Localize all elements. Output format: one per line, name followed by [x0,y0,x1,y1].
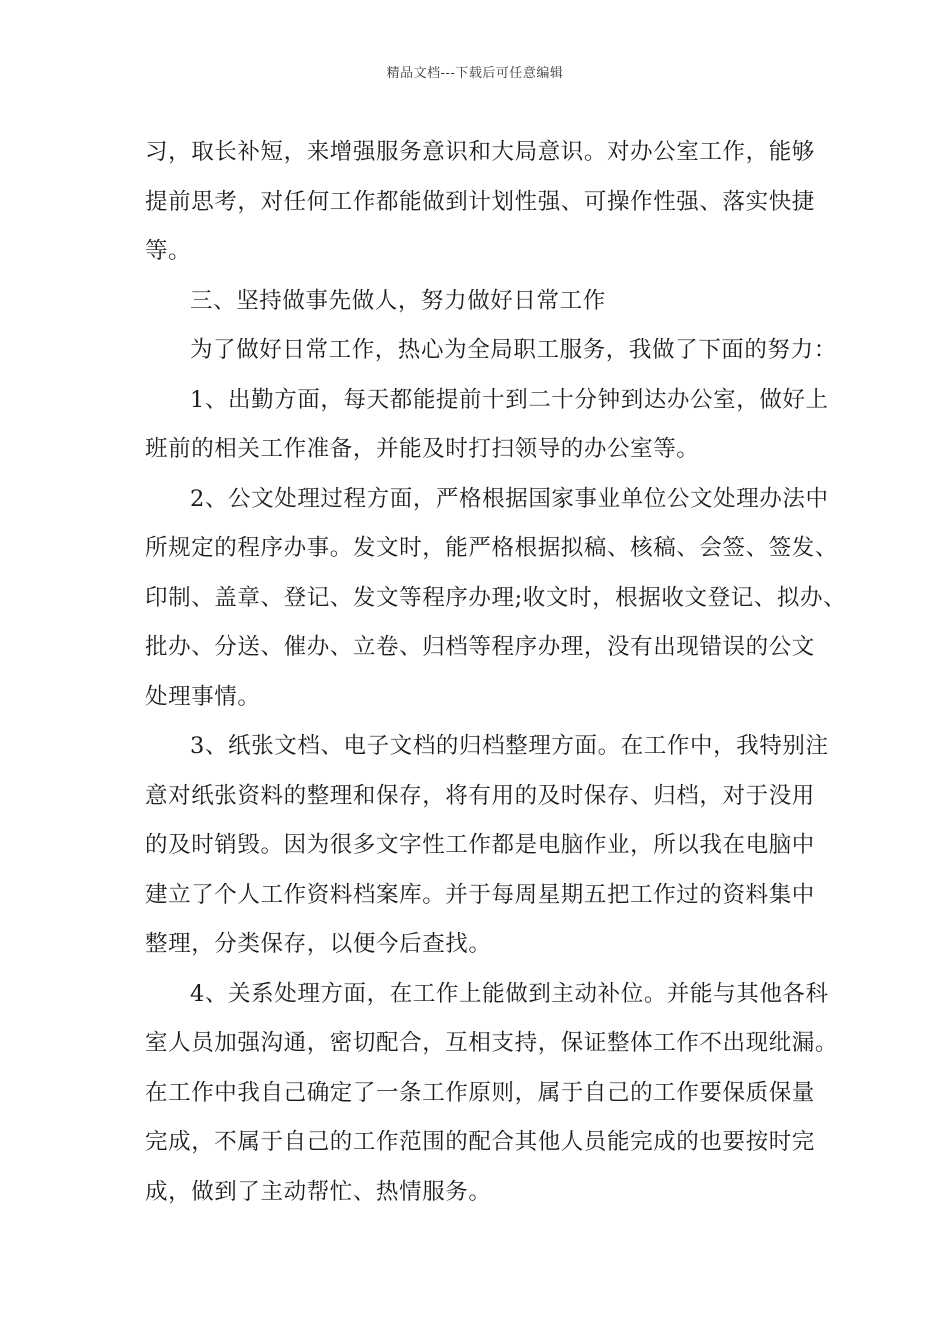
document-body [145,128,847,1217]
page-header: 精品文档---下载后可任意编辑 [386,66,564,81]
text-line: 批办、分送、催办、立卷、归档等程序办理，没有出现错误的公文 [145,634,815,660]
text-line: 处理事情。 [145,683,261,710]
text-line: 等。 [145,238,192,264]
list-item-start: 3、纸张文档、电子文档的归档整理方面。在工作中，我特别注 [190,733,829,759]
text-line: 习，取长补短，来增强服务意识和大局意识。对办公室工作，能够 [145,139,815,165]
text-line: 建立了个人工作资料档案库。并于每周星期五把工作过的资料集中 [145,881,815,908]
text-line: 整理，分类保存，以便今后查找。 [145,931,492,957]
text-line: 为了做好日常工作，热心为全局职工服务，我做了下面的努力： [190,337,837,363]
text-line: 完成，不属于自己的工作范围的配合其他人员能完成的也要按时完 [145,1129,815,1155]
text-line: 成，做到了主动帮忙、热情服务。 [145,1178,492,1205]
text-line: 在工作中我自己确定了一条工作原则，属于自己的工作要保质保量 [145,1079,815,1106]
text-line: 意对纸张资料的整理和保存，将有用的及时保存、归档，对于没用 [145,782,815,809]
text-line: 印制、盖章、登记、发文等程序办理;收文时，根据收文登记、拟办、 [145,584,847,611]
text-line: 的及时销毁。因为很多文字性工作都是电脑作业，所以我在电脑中 [145,832,815,858]
list-item-start: 1、出勤方面，每天都能提前十到二十分钟到达办公室，做好上 [190,386,829,413]
list-item-start: 2、公文处理过程方面，严格根据国家事业单位公文处理办法中 [190,485,829,512]
text-line: 所规定的程序办事。发文时，能严格根据拟稿、核稿、会签、签发、 [145,535,839,561]
section-heading: 三、坚持做事先做人，努力做好日常工作 [190,287,606,314]
text-line: 提前思考，对任何工作都能做到计划性强、可操作性强、落实快捷 [145,188,815,215]
list-item-start: 4、关系处理方面，在工作上能做到主动补位。并能与其他各科 [190,980,829,1007]
text-line: 室人员加强沟通，密切配合，互相支持，保证整体工作不出现纰漏。 [145,1030,839,1056]
text-line: 班前的相关工作准备，并能及时打扫领导的办公室等。 [145,436,700,462]
